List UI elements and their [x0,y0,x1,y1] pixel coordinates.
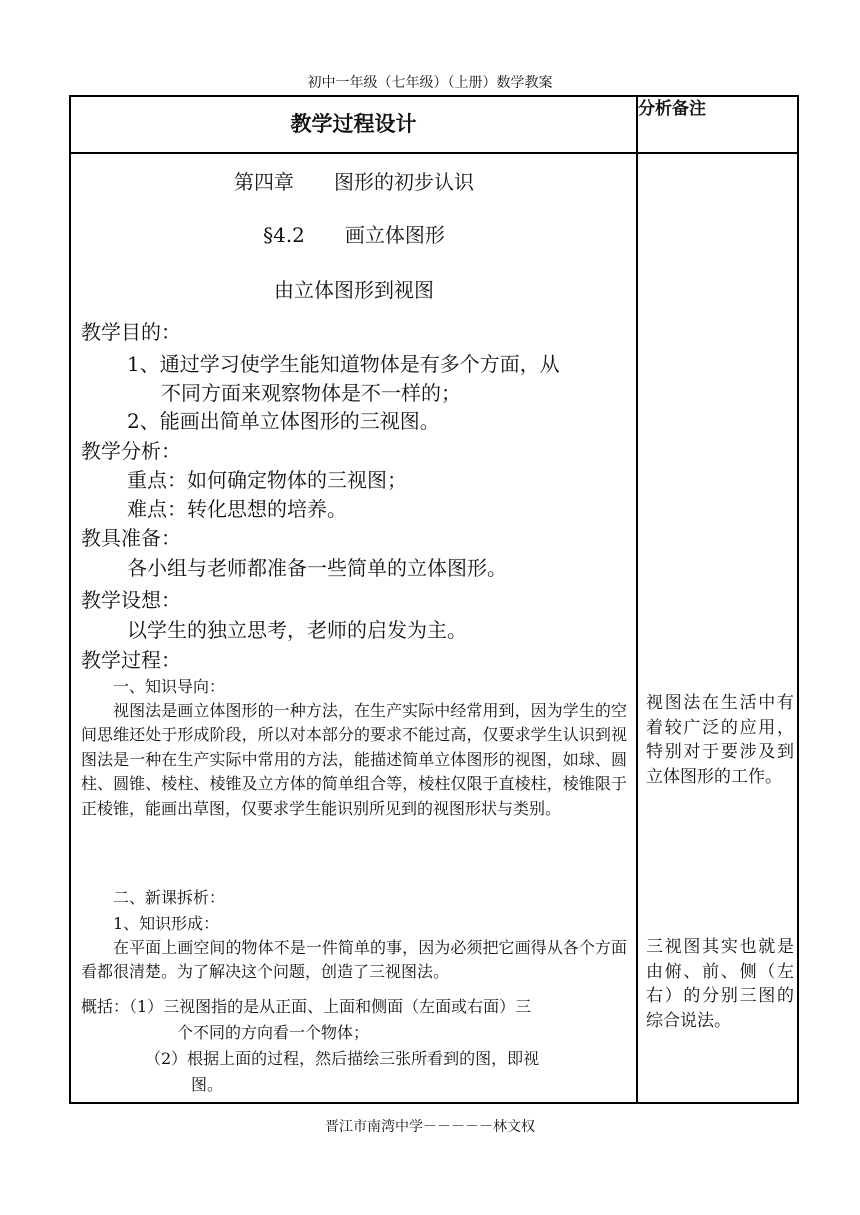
part-1-title: 一、知识导向： [113,677,226,696]
analysis-note-2: 三视图其实也就是由俯、前、侧（左右）的分别三图的综合说法。 [646,937,794,1031]
key-point: 重点：如何确定物体的三视图； [127,468,407,492]
summary-2-line-1: （2）根据上面的过程，然后描绘三张所看到的图，即视 [145,1049,540,1068]
goal-2: 2、能画出简单立体图形的三视图。 [127,409,440,433]
column-header-note: 分析备注 [638,99,706,119]
page-header: 初中一年级（七年级）（上册）数学教案 [307,75,553,91]
chapter-title: 第四章 图形的初步认识 [234,170,474,194]
column-divider [636,97,638,1102]
idea-text: 以学生的独立思考，老师的启发为主。 [127,618,467,642]
summary-1-line-2: 个不同的方向看一个物体； [177,1023,370,1042]
part-2-subtitle: 1、知识形成： [113,914,220,933]
summary-1-line-1: 概括：（1）三视图指的是从正面、上面和侧面（左面或右面）三 [81,997,532,1016]
header-divider [71,152,797,154]
part-2-text: 在平面上画空间的物体不是一件简单的事，因为必须把它画得从各个方面看都很清楚。为了解决这个问题，创造了三视图法。 [81,938,627,982]
analysis-note-1: 视图法在生活中有着较广泛的应用，特别对于要涉及到立体图形的工作。 [646,693,794,787]
goals-label: 教学目的： [81,320,181,344]
goal-1-line-2: 不同方面来观察物体是不一样的； [161,381,461,405]
idea-label: 教学设想： [81,588,181,612]
process-label: 教学过程： [81,648,181,672]
part-2-title: 二、新课拆析： [113,888,226,907]
page-footer: 晋江市南湾中学－－－－－林文权 [325,1119,535,1135]
difficulty: 难点：转化思想的培养。 [127,497,347,521]
goal-1-line-1: 1、通过学习使学生能知道物体是有多个方面，从 [127,352,560,376]
part-1-text: 视图法是画立体图形的一种方法，在生产实际中经常用到，因为学生的空间思维还处于形成阶段，所以对本部分的要求不能过高，仅要求学生认识到视图法是一种在生产实际中常用的方法，能描述简单立体图形的视图，如球、圆柱、圆锥、棱柱、棱锥及立方体的简单组合等，棱柱仅限于直棱柱，棱锥限于正棱锥，能画出草图，仅要求学生能识别所见到的视图形状与类别。 [81,701,627,818]
tools-label: 教具准备： [81,526,181,550]
tools-text: 各小组与老师都准备一些简单的立体图形。 [127,556,507,580]
column-header-main: 教学过程设计 [290,112,417,136]
lesson-subtitle: 由立体图形到视图 [274,278,434,302]
section-title: §4.2 画立体图形 [263,223,445,247]
analysis-label: 教学分析： [81,439,181,463]
lesson-table [69,95,799,1104]
summary-2-line-2: 图。 [191,1075,224,1094]
